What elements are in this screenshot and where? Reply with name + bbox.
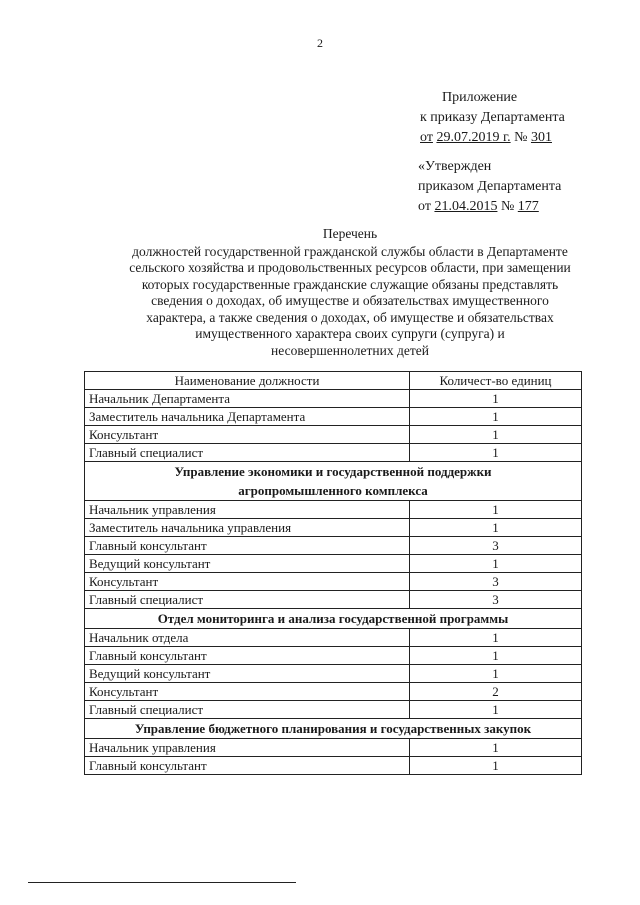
table-row — [85, 591, 582, 609]
table-row — [85, 390, 582, 408]
table-row — [85, 757, 582, 775]
section-title-line: Управление экономики и государственной поддержки — [174, 464, 492, 479]
position-name: Главный консультант — [85, 757, 410, 775]
position-name: Консультант — [85, 683, 410, 701]
position-quantity: 1 — [410, 408, 582, 426]
position-quantity: 1 — [410, 665, 582, 683]
header-quantity: Количест-во единиц — [410, 372, 582, 390]
section-row-budget — [85, 719, 582, 739]
header-position-name: Наименование должности — [85, 372, 410, 390]
approved-order-ref: приказом Департамента — [418, 179, 562, 194]
position-name: Главный специалист — [85, 701, 410, 719]
position-name: Главный консультант — [85, 647, 410, 665]
section-row-monitoring — [85, 609, 582, 629]
table-row — [85, 573, 582, 591]
approved-date-line — [418, 197, 561, 217]
table-row — [85, 501, 582, 519]
position-name: Начальник Департамента — [85, 390, 410, 408]
table-row — [85, 629, 582, 647]
appendix-date-prefix: от — [420, 130, 433, 145]
position-quantity: 1 — [410, 629, 582, 647]
appendix-order-ref: к приказу Департамента — [420, 110, 565, 125]
appendix-number: 301 — [530, 130, 552, 145]
position-quantity: 1 — [410, 701, 582, 719]
heading-line: сельского хозяйства и продовольственных ресурсов области, при замещении — [129, 260, 571, 275]
section-title: Отдел мониторинга и анализа государственной программы — [85, 609, 582, 629]
page-number: 2 — [317, 36, 323, 50]
table-row — [85, 647, 582, 665]
position-quantity: 1 — [410, 519, 582, 537]
table-row — [85, 665, 582, 683]
heading-line: характера, а также сведения о доходах, об имуществе и обязательствах — [146, 309, 554, 325]
appendix-date: 29.07.2019 г. — [436, 130, 511, 145]
table-row — [85, 408, 582, 426]
position-quantity: 3 — [410, 573, 582, 591]
position-name: Начальник управления — [85, 501, 410, 519]
position-name: Начальник отдела — [85, 629, 410, 647]
position-name: Ведущий консультант — [85, 555, 410, 573]
position-quantity: 1 — [410, 647, 582, 665]
table-row — [85, 537, 582, 555]
approved-number-prefix: № — [500, 199, 515, 214]
position-name: Заместитель начальника Департамента — [85, 408, 410, 426]
position-name: Заместитель начальника управления — [85, 519, 410, 537]
position-name: Ведущий консультант — [85, 665, 410, 683]
section-title — [85, 462, 582, 501]
appendix-date-line — [420, 128, 565, 148]
heading-line: имущественного характера своих супруги (супруга) и — [195, 326, 505, 341]
bottom-divider — [28, 882, 296, 883]
position-quantity: 3 — [410, 591, 582, 609]
section-row-economy — [85, 462, 582, 501]
approved-block — [418, 157, 561, 217]
position-name: Консультант — [85, 573, 410, 591]
position-name: Консультант — [85, 426, 410, 444]
position-name: Главный консультант — [85, 537, 410, 555]
heading-line: сведения о доходах, об имуществе и обязательствах имущественного — [151, 293, 549, 308]
position-name: Главный специалист — [85, 444, 410, 462]
position-quantity: 1 — [410, 555, 582, 573]
appendix-block — [420, 88, 565, 148]
position-quantity: 2 — [410, 683, 582, 701]
position-name: Начальник управления — [85, 739, 410, 757]
table-header-row — [85, 372, 582, 390]
table-row — [85, 701, 582, 719]
document-heading — [90, 226, 610, 359]
appendix-title: Приложение — [442, 90, 518, 105]
position-quantity: 1 — [410, 757, 582, 775]
section-title: Управление бюджетного планирования и государственных закупок — [85, 719, 582, 739]
position-quantity: 1 — [410, 501, 582, 519]
position-quantity: 1 — [410, 739, 582, 757]
heading-line: должностей государственной гражданской службы области в Департаменте — [132, 243, 568, 259]
heading-title: Перечень — [322, 226, 378, 241]
section-title-line: агропромышленного комплекса — [238, 483, 428, 498]
table-row — [85, 683, 582, 701]
appendix-number-prefix: № — [514, 130, 528, 145]
position-name: Главный специалист — [85, 591, 410, 609]
approved-title: «Утвержден — [418, 159, 492, 174]
approved-number: 177 — [517, 199, 539, 214]
approved-date: 21.04.2015 — [434, 199, 498, 214]
table-row — [85, 426, 582, 444]
positions-table — [84, 371, 582, 775]
table-row — [85, 555, 582, 573]
position-quantity: 1 — [410, 390, 582, 408]
table-row — [85, 739, 582, 757]
position-quantity: 1 — [410, 426, 582, 444]
heading-line: которых государственные гражданские служащие обязаны представлять — [141, 276, 559, 292]
position-quantity: 3 — [410, 537, 582, 555]
position-quantity: 1 — [410, 444, 582, 462]
heading-line: несовершеннолетних детей — [271, 342, 429, 358]
approved-date-prefix: от — [418, 199, 431, 214]
table-row — [85, 444, 582, 462]
table-row — [85, 519, 582, 537]
